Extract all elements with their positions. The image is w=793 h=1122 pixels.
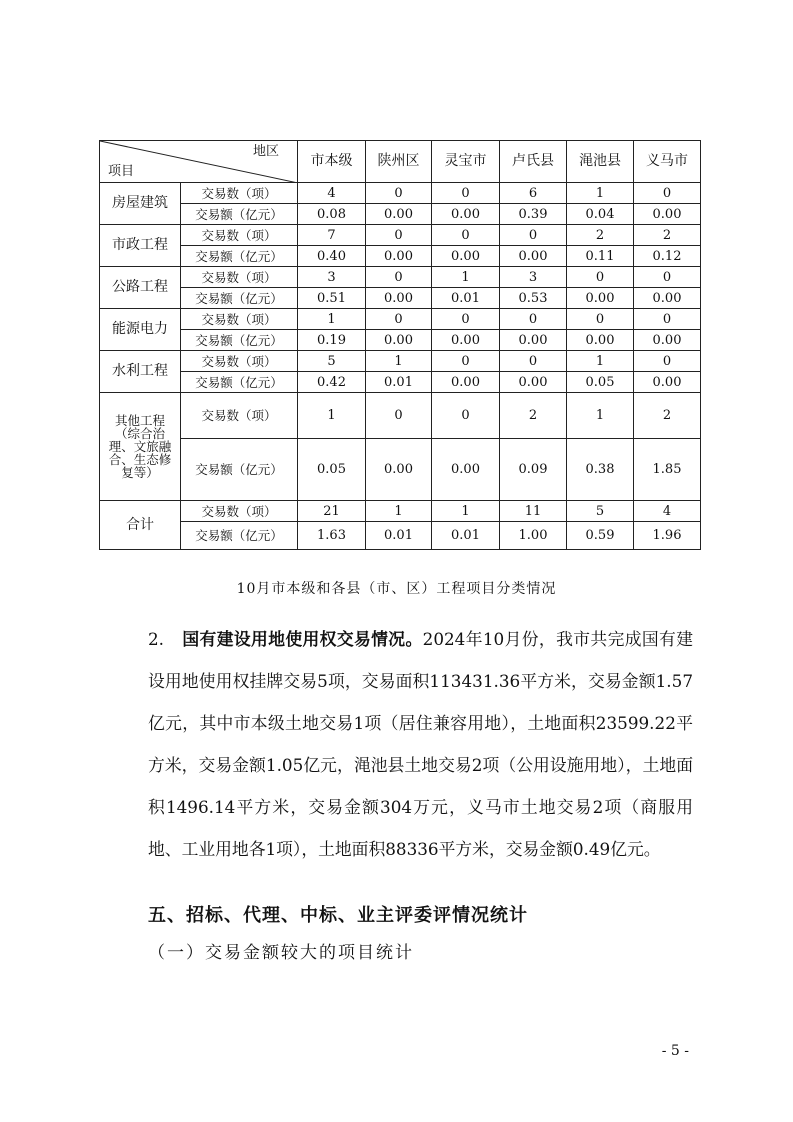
value-cell: 0.42 xyxy=(298,372,366,393)
header-region-label: 地区 xyxy=(252,144,279,159)
value-cell: 1 xyxy=(298,309,366,330)
category-cell: 市政工程 xyxy=(100,225,181,267)
value-cell: 0 xyxy=(500,225,567,246)
value-cell: 1 xyxy=(432,501,500,522)
page-number: - 5 - xyxy=(661,1043,689,1059)
section-lead: 国有建设用地使用权交易情况。 xyxy=(182,629,423,649)
value-cell: 0 xyxy=(634,267,701,288)
value-cell: 0.51 xyxy=(298,288,366,309)
value-cell: 0.00 xyxy=(634,288,701,309)
table-row xyxy=(100,267,701,288)
value-cell: 0.01 xyxy=(366,522,432,550)
table-row xyxy=(100,372,701,393)
value-cell: 0.19 xyxy=(298,330,366,351)
metric-label: 交易数（项） xyxy=(181,225,298,246)
value-cell: 0 xyxy=(567,267,634,288)
table-row xyxy=(100,246,701,267)
value-cell: 0.05 xyxy=(567,372,634,393)
category-cell: 其他工程（综合治理、文旅融合、生态修复等） xyxy=(100,393,181,501)
column-header: 市本级 xyxy=(298,141,366,183)
value-cell: 0.39 xyxy=(500,204,567,225)
table-row xyxy=(100,309,701,330)
value-cell: 0.00 xyxy=(432,372,500,393)
table-row xyxy=(100,439,701,501)
value-cell: 1.63 xyxy=(298,522,366,550)
value-cell: 0 xyxy=(432,393,500,439)
value-cell: 0.01 xyxy=(432,522,500,550)
value-cell: 0.59 xyxy=(567,522,634,550)
value-cell: 11 xyxy=(500,501,567,522)
value-cell: 1.96 xyxy=(634,522,701,550)
value-cell: 0.00 xyxy=(366,439,432,501)
column-header: 渑池县 xyxy=(567,141,634,183)
value-cell: 1 xyxy=(432,267,500,288)
value-cell: 0.00 xyxy=(366,204,432,225)
table-body xyxy=(100,183,701,550)
project-classification-table xyxy=(99,140,701,550)
metric-label: 交易额（亿元） xyxy=(181,439,298,501)
value-cell: 0 xyxy=(432,225,500,246)
category-cell: 水利工程 xyxy=(100,351,181,393)
value-cell: 0 xyxy=(366,225,432,246)
value-cell: 1 xyxy=(298,393,366,439)
value-cell: 0.12 xyxy=(634,246,701,267)
value-cell: 0.04 xyxy=(567,204,634,225)
metric-label: 交易数（项） xyxy=(181,351,298,372)
value-cell: 0 xyxy=(634,309,701,330)
value-cell: 0 xyxy=(500,309,567,330)
value-cell: 0.00 xyxy=(366,330,432,351)
value-cell: 0 xyxy=(634,183,701,204)
header-row xyxy=(100,141,701,183)
value-cell: 0.00 xyxy=(432,246,500,267)
value-cell: 0.01 xyxy=(432,288,500,309)
value-cell: 1 xyxy=(366,351,432,372)
value-cell: 0 xyxy=(432,309,500,330)
metric-label: 交易数（项） xyxy=(181,501,298,522)
value-cell: 0 xyxy=(634,351,701,372)
value-cell: 0.40 xyxy=(298,246,366,267)
value-cell: 0.05 xyxy=(298,439,366,501)
value-cell: 1.85 xyxy=(634,439,701,501)
metric-label: 交易额（亿元） xyxy=(181,246,298,267)
category-cell: 合计 xyxy=(100,501,181,550)
category-cell: 公路工程 xyxy=(100,267,181,309)
value-cell: 0.00 xyxy=(634,204,701,225)
metric-label: 交易数（项） xyxy=(181,393,298,439)
value-cell: 4 xyxy=(634,501,701,522)
value-cell: 1 xyxy=(567,393,634,439)
value-cell: 0 xyxy=(366,267,432,288)
value-cell: 0.00 xyxy=(500,246,567,267)
table-row xyxy=(100,522,701,550)
column-header: 陕州区 xyxy=(366,141,432,183)
value-cell: 1 xyxy=(567,183,634,204)
value-cell: 0 xyxy=(432,351,500,372)
value-cell: 1 xyxy=(567,351,634,372)
value-cell: 0 xyxy=(366,393,432,439)
value-cell: 0 xyxy=(500,351,567,372)
value-cell: 0.01 xyxy=(366,372,432,393)
column-header: 灵宝市 xyxy=(432,141,500,183)
value-cell: 3 xyxy=(298,267,366,288)
value-cell: 0.00 xyxy=(634,330,701,351)
table-row xyxy=(100,330,701,351)
value-cell: 2 xyxy=(500,393,567,439)
value-cell: 0.00 xyxy=(634,372,701,393)
value-cell: 6 xyxy=(500,183,567,204)
table-row xyxy=(100,183,701,204)
value-cell: 5 xyxy=(567,501,634,522)
table-row xyxy=(100,501,701,522)
value-cell: 1.00 xyxy=(500,522,567,550)
metric-label: 交易额（亿元） xyxy=(181,330,298,351)
value-cell: 1 xyxy=(366,501,432,522)
heading-5: 五、招标、代理、中标、业主评委评情况统计 xyxy=(148,905,528,926)
value-cell: 0 xyxy=(366,309,432,330)
value-cell: 0.00 xyxy=(366,246,432,267)
section-body: 2024年10月份，我市共完成国有建设用地使用权挂牌交易5项，交易面积113431.36平方米，交易金额1.57亿元，其中市本级土地交易1项（居住兼容用地），土地面积23599.22平方米，交易金额1.05亿元，渑池县土地交易2项（公用设施用地），土地面积1496.14平方米，交易金额304万元，义马市土地交易2项（商服用地、工业用地各1项），土地面积88336平方米，交易金额0.49亿元。 xyxy=(148,629,693,859)
value-cell: 0 xyxy=(432,183,500,204)
metric-label: 交易数（项） xyxy=(181,183,298,204)
value-cell: 2 xyxy=(634,393,701,439)
value-cell: 0.08 xyxy=(298,204,366,225)
table-caption: 10月市本级和各县（市、区）工程项目分类情况 xyxy=(236,581,557,597)
heading-5-sub: （一）交易金额较大的项目统计 xyxy=(148,943,414,963)
metric-label: 交易数（项） xyxy=(181,309,298,330)
table-row xyxy=(100,288,701,309)
metric-label: 交易额（亿元） xyxy=(181,288,298,309)
value-cell: 0.38 xyxy=(567,439,634,501)
column-header: 义马市 xyxy=(634,141,701,183)
value-cell: 4 xyxy=(298,183,366,204)
value-cell: 0.53 xyxy=(500,288,567,309)
table-row xyxy=(100,351,701,372)
value-cell: 0.00 xyxy=(432,439,500,501)
table-row xyxy=(100,393,701,439)
category-cell: 房屋建筑 xyxy=(100,183,181,225)
value-cell: 5 xyxy=(298,351,366,372)
value-cell: 0 xyxy=(567,309,634,330)
table-row xyxy=(100,225,701,246)
value-cell: 0 xyxy=(366,183,432,204)
value-cell: 0.00 xyxy=(567,330,634,351)
value-cell: 0.00 xyxy=(366,288,432,309)
value-cell: 0.11 xyxy=(567,246,634,267)
header-diagonal-cell xyxy=(100,141,298,183)
value-cell: 0.09 xyxy=(500,439,567,501)
value-cell: 3 xyxy=(500,267,567,288)
metric-label: 交易额（亿元） xyxy=(181,522,298,550)
category-cell: 能源电力 xyxy=(100,309,181,351)
value-cell: 2 xyxy=(567,225,634,246)
metric-label: 交易额（亿元） xyxy=(181,204,298,225)
section-number: 2. xyxy=(148,629,165,649)
value-cell: 0.00 xyxy=(500,330,567,351)
value-cell: 0.00 xyxy=(567,288,634,309)
metric-label: 交易数（项） xyxy=(181,267,298,288)
header-item-label: 项目 xyxy=(108,164,135,179)
column-header: 卢氏县 xyxy=(500,141,567,183)
section-2-paragraph xyxy=(148,618,693,870)
value-cell: 2 xyxy=(634,225,701,246)
value-cell: 0.00 xyxy=(432,330,500,351)
value-cell: 7 xyxy=(298,225,366,246)
metric-label: 交易额（亿元） xyxy=(181,372,298,393)
value-cell: 0.00 xyxy=(432,204,500,225)
table-row xyxy=(100,204,701,225)
value-cell: 0.00 xyxy=(500,372,567,393)
value-cell: 21 xyxy=(298,501,366,522)
